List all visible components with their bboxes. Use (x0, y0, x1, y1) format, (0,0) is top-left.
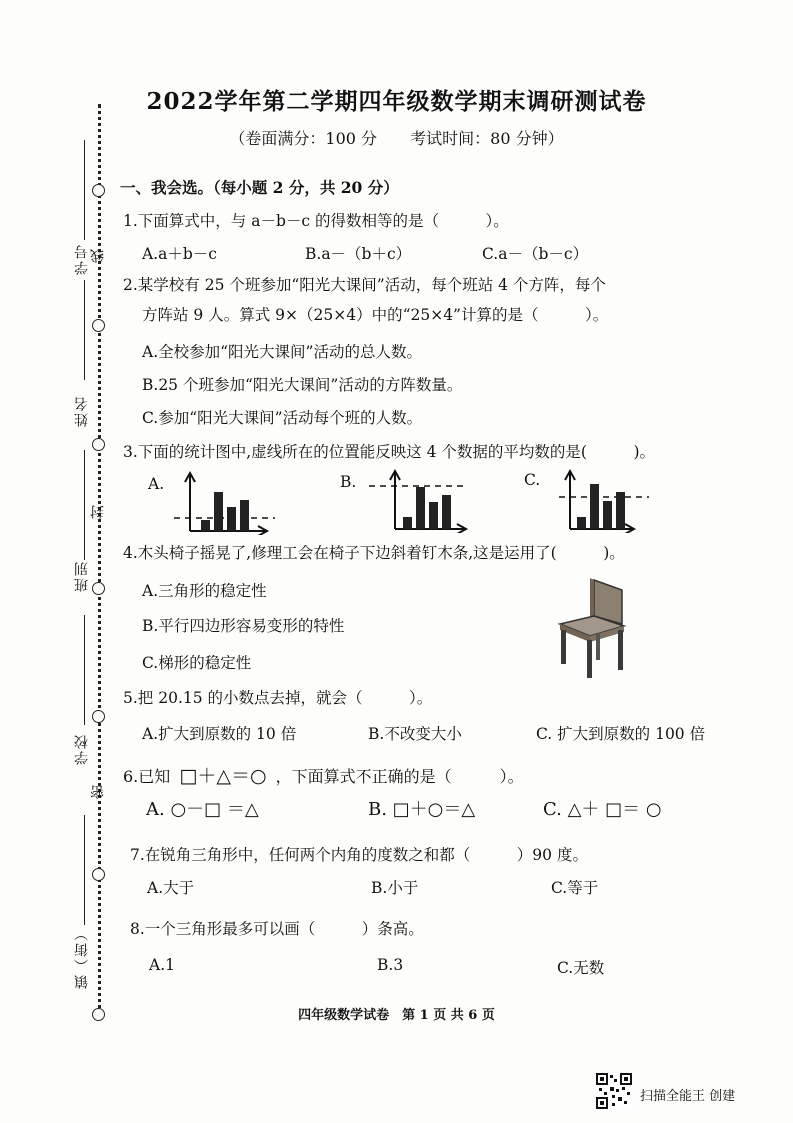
label-name: 姓名 (74, 395, 90, 427)
q2-stem-line1: 2.某学校有 25 个班参加“阳光大课间”活动，每个班站 4 个方阵，每个 (123, 276, 606, 294)
q6-option-b: B. □＋○＝△ (368, 799, 476, 820)
label-town: 镇（街） (74, 925, 90, 989)
q6-stem (123, 761, 524, 788)
binding-hole (92, 438, 105, 451)
binding-hole (92, 319, 105, 332)
q5-stem: 5.把 20.15 的小数点去掉，就会（ ）。 (123, 689, 433, 707)
label-school: 学校 (74, 733, 90, 765)
q3-chart-c (555, 468, 655, 533)
q4-option-a: A.三角形的稳定性 (142, 582, 267, 600)
q4-option-c: C.梯形的稳定性 (142, 654, 252, 672)
page-footer: 四年级数学试卷 第 1 页 共 6 页 (298, 1008, 495, 1023)
q7-option-b: B.小于 (371, 879, 419, 897)
q5-option-c: C. 扩大到原数的 100 倍 (536, 725, 706, 743)
q6-stem-pre: 6.已知 (123, 767, 171, 786)
class-blank (84, 450, 85, 560)
exam-subtitle (0, 126, 793, 149)
binding-hole (92, 868, 105, 881)
label-class: 班别 (74, 560, 90, 592)
q8-option-b: B.3 (377, 956, 404, 974)
q8-option-a: A.1 (149, 956, 175, 974)
q7-option-a: A.大于 (147, 879, 195, 897)
q5-option-b: B.不改变大小 (368, 725, 462, 743)
exam-title: 2022学年第二学期四年级数学期末调研测试卷 (146, 88, 647, 115)
q5-option-a: A.扩大到原数的 10 倍 (142, 725, 297, 743)
q4-stem: 4.木头椅子摇晃了,修理工会在椅子下边斜着钉木条,这是运用了( )。 (123, 544, 625, 562)
q2-stem-line2: 方阵站 9 人。算式 9×（25×4）中的“25×4”计算的是（ ）。 (142, 306, 609, 324)
q2-option-a: A.全校参加“阳光大课间”活动的总人数。 (142, 343, 422, 361)
student-id-blank (84, 140, 85, 240)
q3-option-b: B. (340, 473, 357, 491)
q1-option-b: B.a－（b＋c） (305, 245, 412, 263)
label-seal: 封 (90, 503, 106, 519)
binding-hole (92, 582, 105, 595)
q8-stem: 8.一个三角形最多可以画（ ）条高。 (130, 920, 424, 938)
qr-code-icon (596, 1073, 632, 1109)
q1-option-c: C.a－（b－c） (482, 245, 589, 263)
school-blank (84, 615, 85, 725)
full-score: （卷面满分：100 分 (229, 129, 378, 148)
q7-option-c: C.等于 (551, 879, 599, 897)
q3-stem: 3.下面的统计图中,虚线所在的位置能反映这 4 个数据的平均数的是( )。 (123, 443, 656, 461)
label-line: 线 (90, 247, 106, 263)
q6-option-a: A. ○－□ ＝△ (146, 799, 259, 820)
exam-time: 考试时间：80 分钟） (410, 129, 564, 148)
q3-option-c: C. (524, 471, 541, 489)
section-heading: 一、我会选。（每小题 2 分，共 20 分） (120, 178, 399, 197)
q2-option-c: C.参加“阳光大课间”活动每个班的人数。 (142, 409, 423, 427)
q6-equation: □＋△＝○ (179, 765, 267, 787)
q1-stem: 1.下面算式中，与 a－b－c 的得数相等的是（ ）。 (123, 212, 509, 230)
scanner-watermark: 扫描全能王 创建 (640, 1089, 736, 1104)
label-student-id: 学号 (74, 243, 90, 275)
town-blank (84, 815, 85, 925)
binding-hole (92, 184, 105, 197)
q3-option-a: A. (148, 475, 165, 493)
q3-chart-a (170, 470, 280, 535)
q4-option-b: B.平行四边形容易变形的特性 (142, 617, 345, 635)
name-blank (84, 280, 85, 380)
q6-option-c: C. △＋ □＝ ○ (543, 799, 662, 820)
q8-option-c: C.无数 (557, 959, 605, 977)
chair-image (556, 576, 630, 680)
q2-option-b: B.25 个班参加“阳光大课间”活动的方阵数量。 (142, 376, 463, 394)
q3-chart-b (365, 468, 475, 533)
q7-stem: 7.在锐角三角形中，任何两个内角的度数之和都（ ）90 度。 (130, 846, 588, 864)
q6-stem-post: ，下面算式不正确的是（ ）。 (275, 767, 524, 786)
label-secret: 密 (90, 783, 106, 799)
q1-option-a: A.a＋b－c (142, 245, 217, 263)
binding-hole (92, 710, 105, 723)
